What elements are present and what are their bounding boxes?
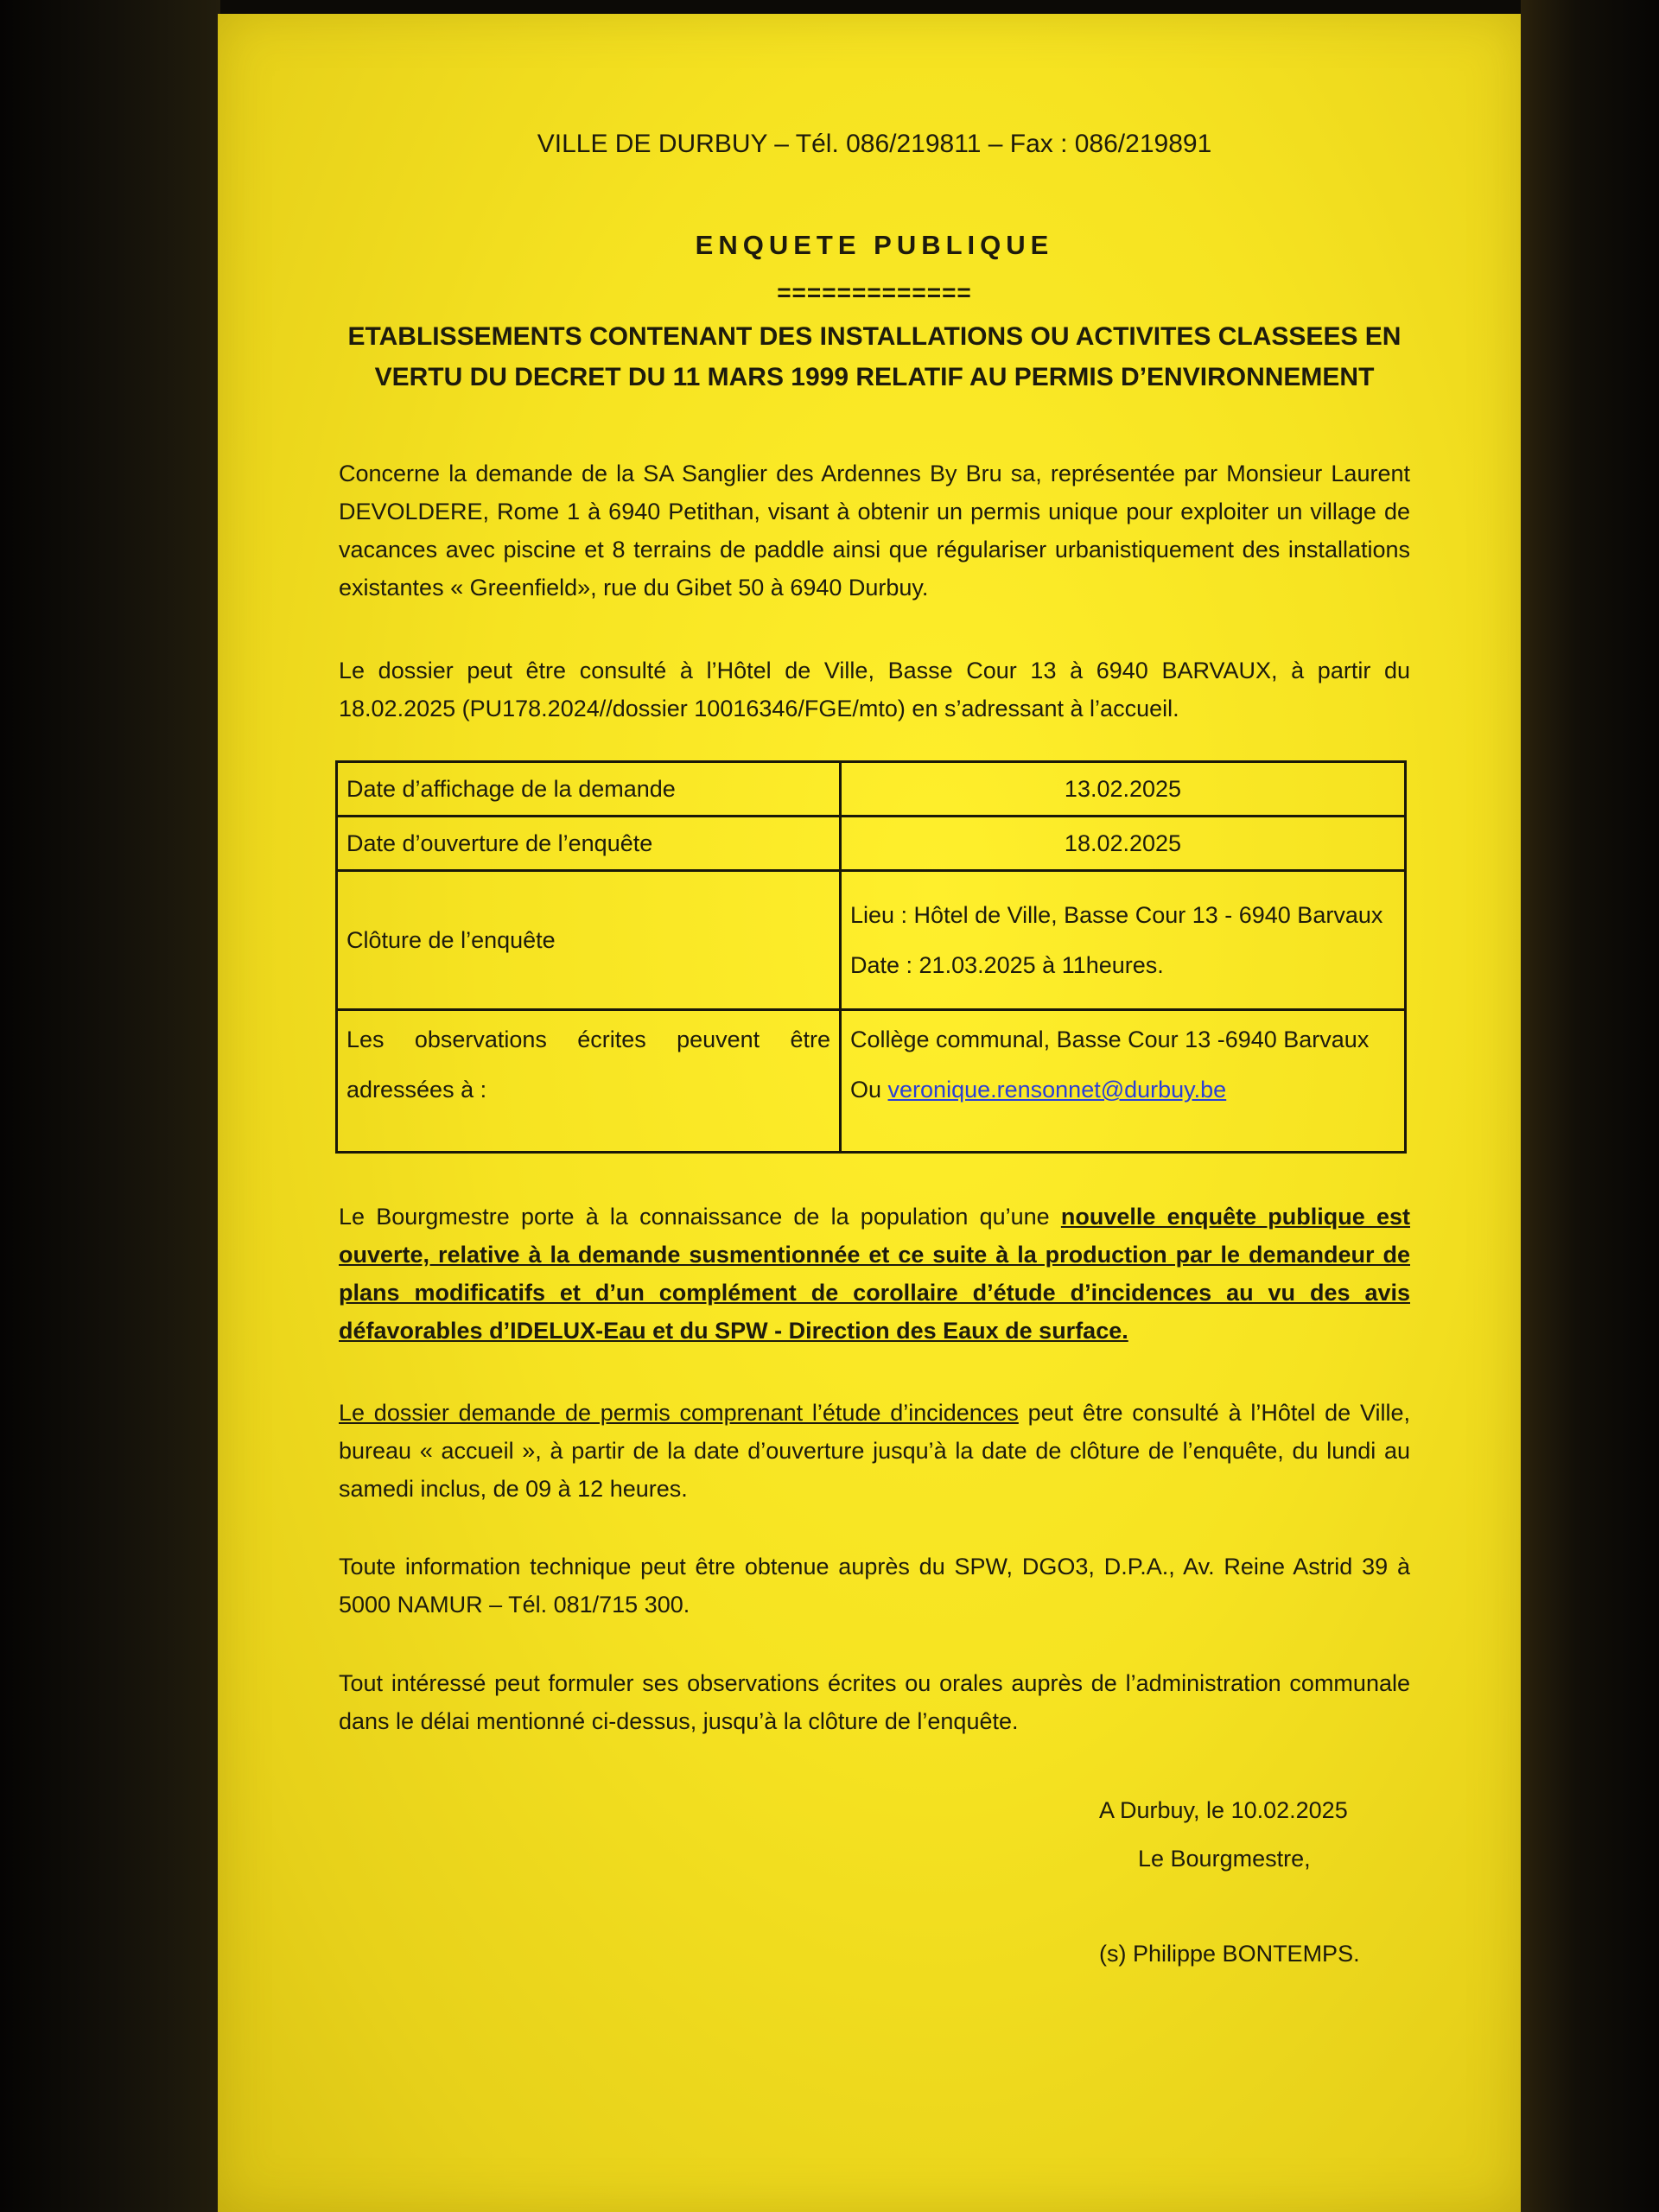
municipality-header: VILLE DE DURBUY – Tél. 086/219811 – Fax : 086/219891 (537, 130, 1212, 158)
label-word: être (790, 1027, 830, 1052)
email-line (850, 1065, 1395, 1115)
dossier-paragraph (339, 1394, 1410, 1508)
table-row (337, 817, 1406, 871)
contact-email-link[interactable]: veronique.rensonnet@durbuy.be (887, 1077, 1227, 1103)
observations-label (337, 1010, 841, 1153)
observations-paragraph: Tout intéressé peut formuler ses observations écrites ou orales auprès de l’administration communale dans le délai mentionné ci-dessus, jusqu’à la clôture de l’enquête. (339, 1670, 1410, 1734)
request-paragraph: Concerne la demande de la SA Sanglier des Ardennes By Bru sa, représentée par Monsieur Laurent DEVOLDERE, Rome 1 à 6940 Petithan, visant à obtenir un permis unique pour exploiter un village de vacances avec piscine et 8 terrains de paddle ainsi que régulariser urbanistiquement des installations existantes « Greenfield», rue du Gibet 50 à 6940 Durbuy. (339, 461, 1410, 601)
subtitle-line-2: VERTU DU DECRET DU 11 MARS 1999 RELATIF AU PERMIS D’ENVIRONNEMENT (374, 363, 1375, 391)
place-and-date: A Durbuy, le 10.02.2025 (1099, 1797, 1348, 1823)
dark-frame-right (1521, 0, 1659, 2212)
closing-place: Lieu : Hôtel de Ville, Basse Cour 13 - 6940 Barvaux (850, 902, 1383, 928)
notice-subtitle (339, 316, 1410, 397)
title-rule: ============= (777, 279, 972, 306)
notice-title: ENQUETE PUBLIQUE (695, 230, 1054, 260)
opening-date-value: 18.02.2025 (841, 817, 1406, 871)
consultation-paragraph: Le dossier peut être consulté à l’Hôtel de Ville, Basse Cour 13 à 6940 BARVAUX, à partir du 18.02.2025 (PU178.2024//dossier 10016346/FGE/mto) en s’adressant à l’accueil. (339, 658, 1410, 721)
label-word: écrites (577, 1027, 646, 1052)
label-word: peuvent (677, 1027, 760, 1052)
table-row (337, 762, 1406, 817)
observations-address (841, 1010, 1406, 1153)
new-inquiry-intro: Le Bourgmestre porte à la connaissance de la population qu’une (339, 1204, 1061, 1230)
closing-label: Clôture de l’enquête (337, 871, 841, 1010)
new-inquiry-paragraph (339, 1198, 1410, 1350)
dark-frame-left (0, 0, 220, 2212)
observations-label-line-1 (346, 1014, 830, 1065)
signatory-title: Le Bourgmestre, (1138, 1846, 1311, 1872)
closing-date: Date : 21.03.2025 à 11heures. (850, 952, 1164, 978)
closing-value (841, 871, 1406, 1010)
table-row (337, 871, 1406, 1010)
signature: (s) Philippe BONTEMPS. (1099, 1941, 1360, 1967)
label-word: observations (414, 1027, 547, 1052)
technical-info-paragraph: Toute information technique peut être obtenue auprès du SPW, DGO3, D.P.A., Av. Reine Astrid 39 à 5000 NAMUR – Tél. 081/715 300. (339, 1554, 1410, 1618)
dossier-emphasis: Le dossier demande de permis comprenant l’étude d’incidences (339, 1400, 1019, 1426)
label-word: Les (346, 1027, 385, 1052)
subtitle-line-1: ETABLISSEMENTS CONTENANT DES INSTALLATIONS OU ACTIVITES CLASSEES EN (347, 322, 1402, 351)
email-prefix: Ou (850, 1077, 888, 1103)
posting-date-value: 13.02.2025 (841, 762, 1406, 817)
opening-date-label: Date d’ouverture de l’enquête (337, 817, 841, 871)
observations-label-line-2: adressées à : (346, 1077, 487, 1103)
inquiry-dates-table (335, 760, 1407, 1154)
posting-date-label: Date d’affichage de la demande (337, 762, 841, 817)
table-row (337, 1010, 1406, 1153)
notice-sheet (218, 14, 1521, 2212)
college-address: Collège communal, Basse Cour 13 -6940 Barvaux (850, 1027, 1370, 1052)
new-inquiry-emphasis: nouvelle enquête publique est ouverte, relative à la demande susmentionnée et ce suite à la production par le demandeur de plans modificatifs et d’un complément de corollaire d’étude d’incidences au vu des avis défavorables d’IDELUX-Eau et du SPW - Direction des Eaux de surface. (339, 1204, 1410, 1344)
dossier-hours: peut être consulté à l’Hôtel de Ville, bureau « accueil », à partir de la date d’ouverture jusqu’à la date de clôture de l’enquête, du lundi au samedi inclus, de 09 à 12 heures. (339, 1400, 1410, 1502)
